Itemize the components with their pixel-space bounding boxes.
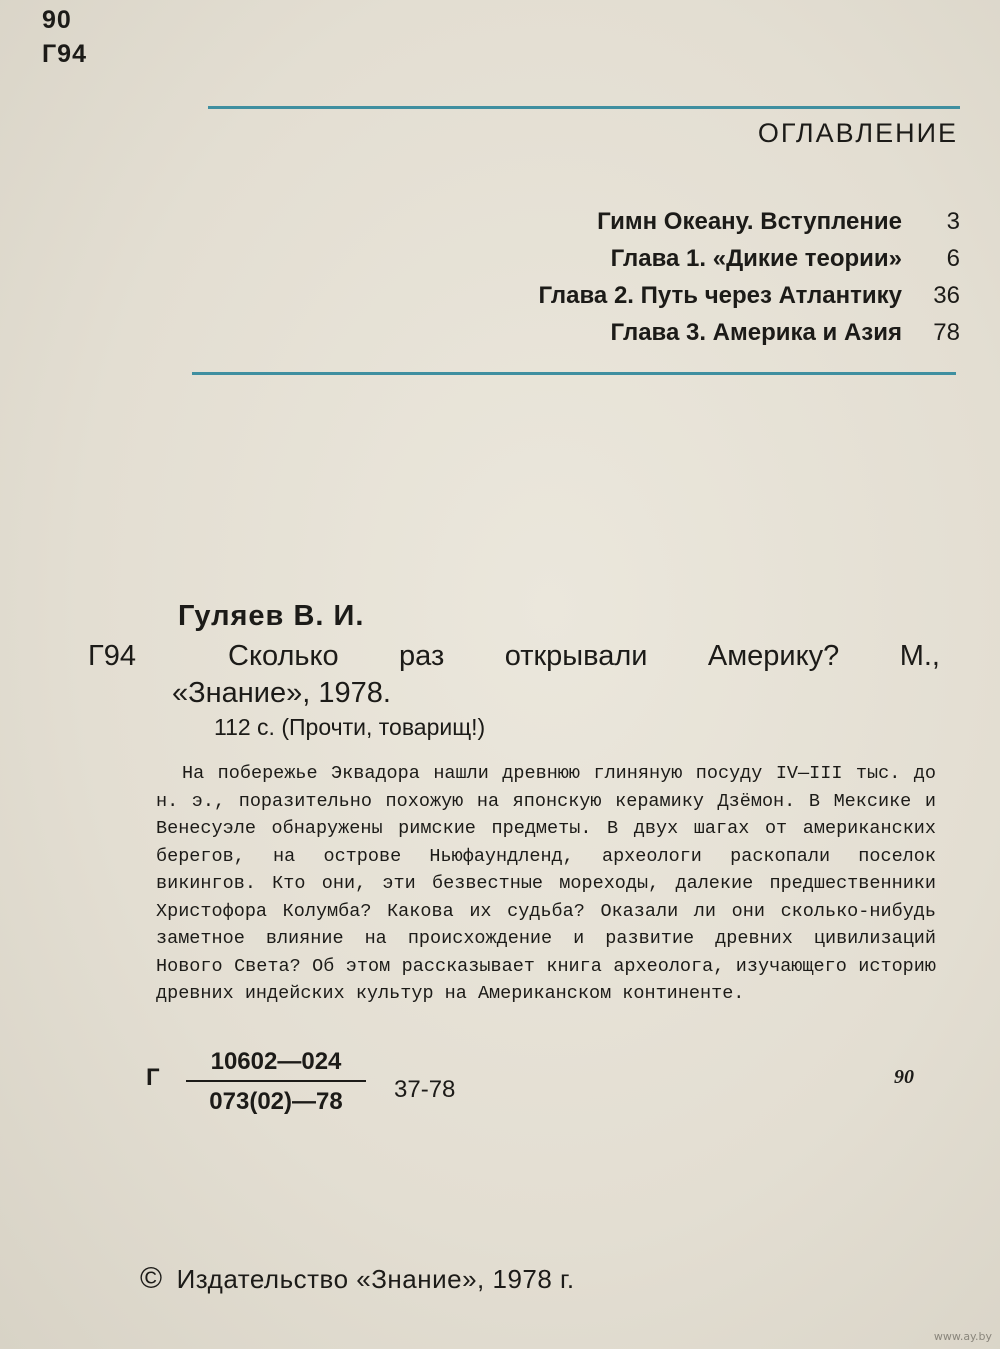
annotation-text: На побережье Эквадора нашли древнюю глиняную посуду IV—III тыс. до н. э., поразительно похожую на японскую керамику Дзёмон. В Мексике и Венесуэле обнаружены римские предметы. В двух шагах от американских берегов, на острове Ньюфаундленд, археологи раскопали поселок викингов. Кто они, эти безвестные мореходы, далекие предшественники Христофора Колумба? Какова их судьба? Оказали ли они сколько-нибудь заметное влияние на происхождение и развитие древних цивилизаций Нового Света? Об этом рассказывает книга археолога, изучающего историю древних индейских культур на Американском континенте. bbox=[156, 763, 936, 1004]
catalog-title-line2: «Знание», 1978. bbox=[172, 677, 391, 709]
index-denominator: 073(02)—78 bbox=[209, 1088, 343, 1115]
toc-entry-title: Глава 2. Путь через Атлантику bbox=[538, 282, 902, 309]
toc-entry-page: 3 bbox=[946, 208, 960, 235]
index-fraction bbox=[186, 1046, 366, 1118]
index-letter: Г bbox=[146, 1064, 160, 1091]
copyright-line bbox=[140, 1262, 575, 1296]
toc-bottom-rule bbox=[192, 372, 956, 375]
toc-entry-page: 36 bbox=[933, 282, 960, 309]
toc-entry-title: Гимн Океану. Вступление bbox=[597, 208, 902, 235]
title-word: М., bbox=[899, 640, 940, 672]
toc-entry-title: Глава 3. Америка и Азия bbox=[610, 319, 902, 346]
title-word: раз bbox=[399, 640, 445, 672]
author-mark: Г94 bbox=[42, 40, 87, 68]
index-numerator: 10602—024 bbox=[210, 1048, 342, 1075]
toc-entry bbox=[420, 319, 960, 356]
title-word: Сколько bbox=[228, 640, 339, 672]
bbk-code: 90 bbox=[42, 6, 72, 34]
toc-entry bbox=[420, 208, 960, 245]
toc-entry-title: Глава 1. «Дикие теории» bbox=[610, 245, 902, 272]
bbk-code-right: 90 bbox=[894, 1066, 914, 1088]
fraction-bar bbox=[186, 1080, 366, 1082]
catalog-title-line1 bbox=[228, 640, 940, 673]
catalog-shelf-code: Г94 bbox=[88, 640, 136, 672]
catalog-annotation bbox=[156, 760, 936, 1008]
toc-heading: ОГЛАВЛЕНИЕ bbox=[757, 118, 958, 148]
title-word: открывали bbox=[504, 640, 648, 672]
table-of-contents bbox=[420, 208, 960, 356]
toc-entry-page: 78 bbox=[933, 319, 960, 346]
catalog-author: Гуляев В. И. bbox=[178, 600, 365, 632]
catalog-pages-series: 112 с. (Прочти, товарищ!) bbox=[214, 714, 486, 740]
title-word: Америку? bbox=[707, 640, 840, 672]
toc-entry bbox=[420, 245, 960, 282]
copyright-symbol: © bbox=[140, 1262, 163, 1295]
watermark: www.ay.by bbox=[933, 1330, 992, 1343]
copyright-text: Издательство «Знание», 1978 г. bbox=[176, 1264, 575, 1294]
toc-entry-page: 6 bbox=[946, 245, 960, 272]
toc-entry bbox=[420, 282, 960, 319]
toc-top-rule bbox=[208, 106, 960, 109]
index-suffix: 37-78 bbox=[394, 1076, 456, 1103]
